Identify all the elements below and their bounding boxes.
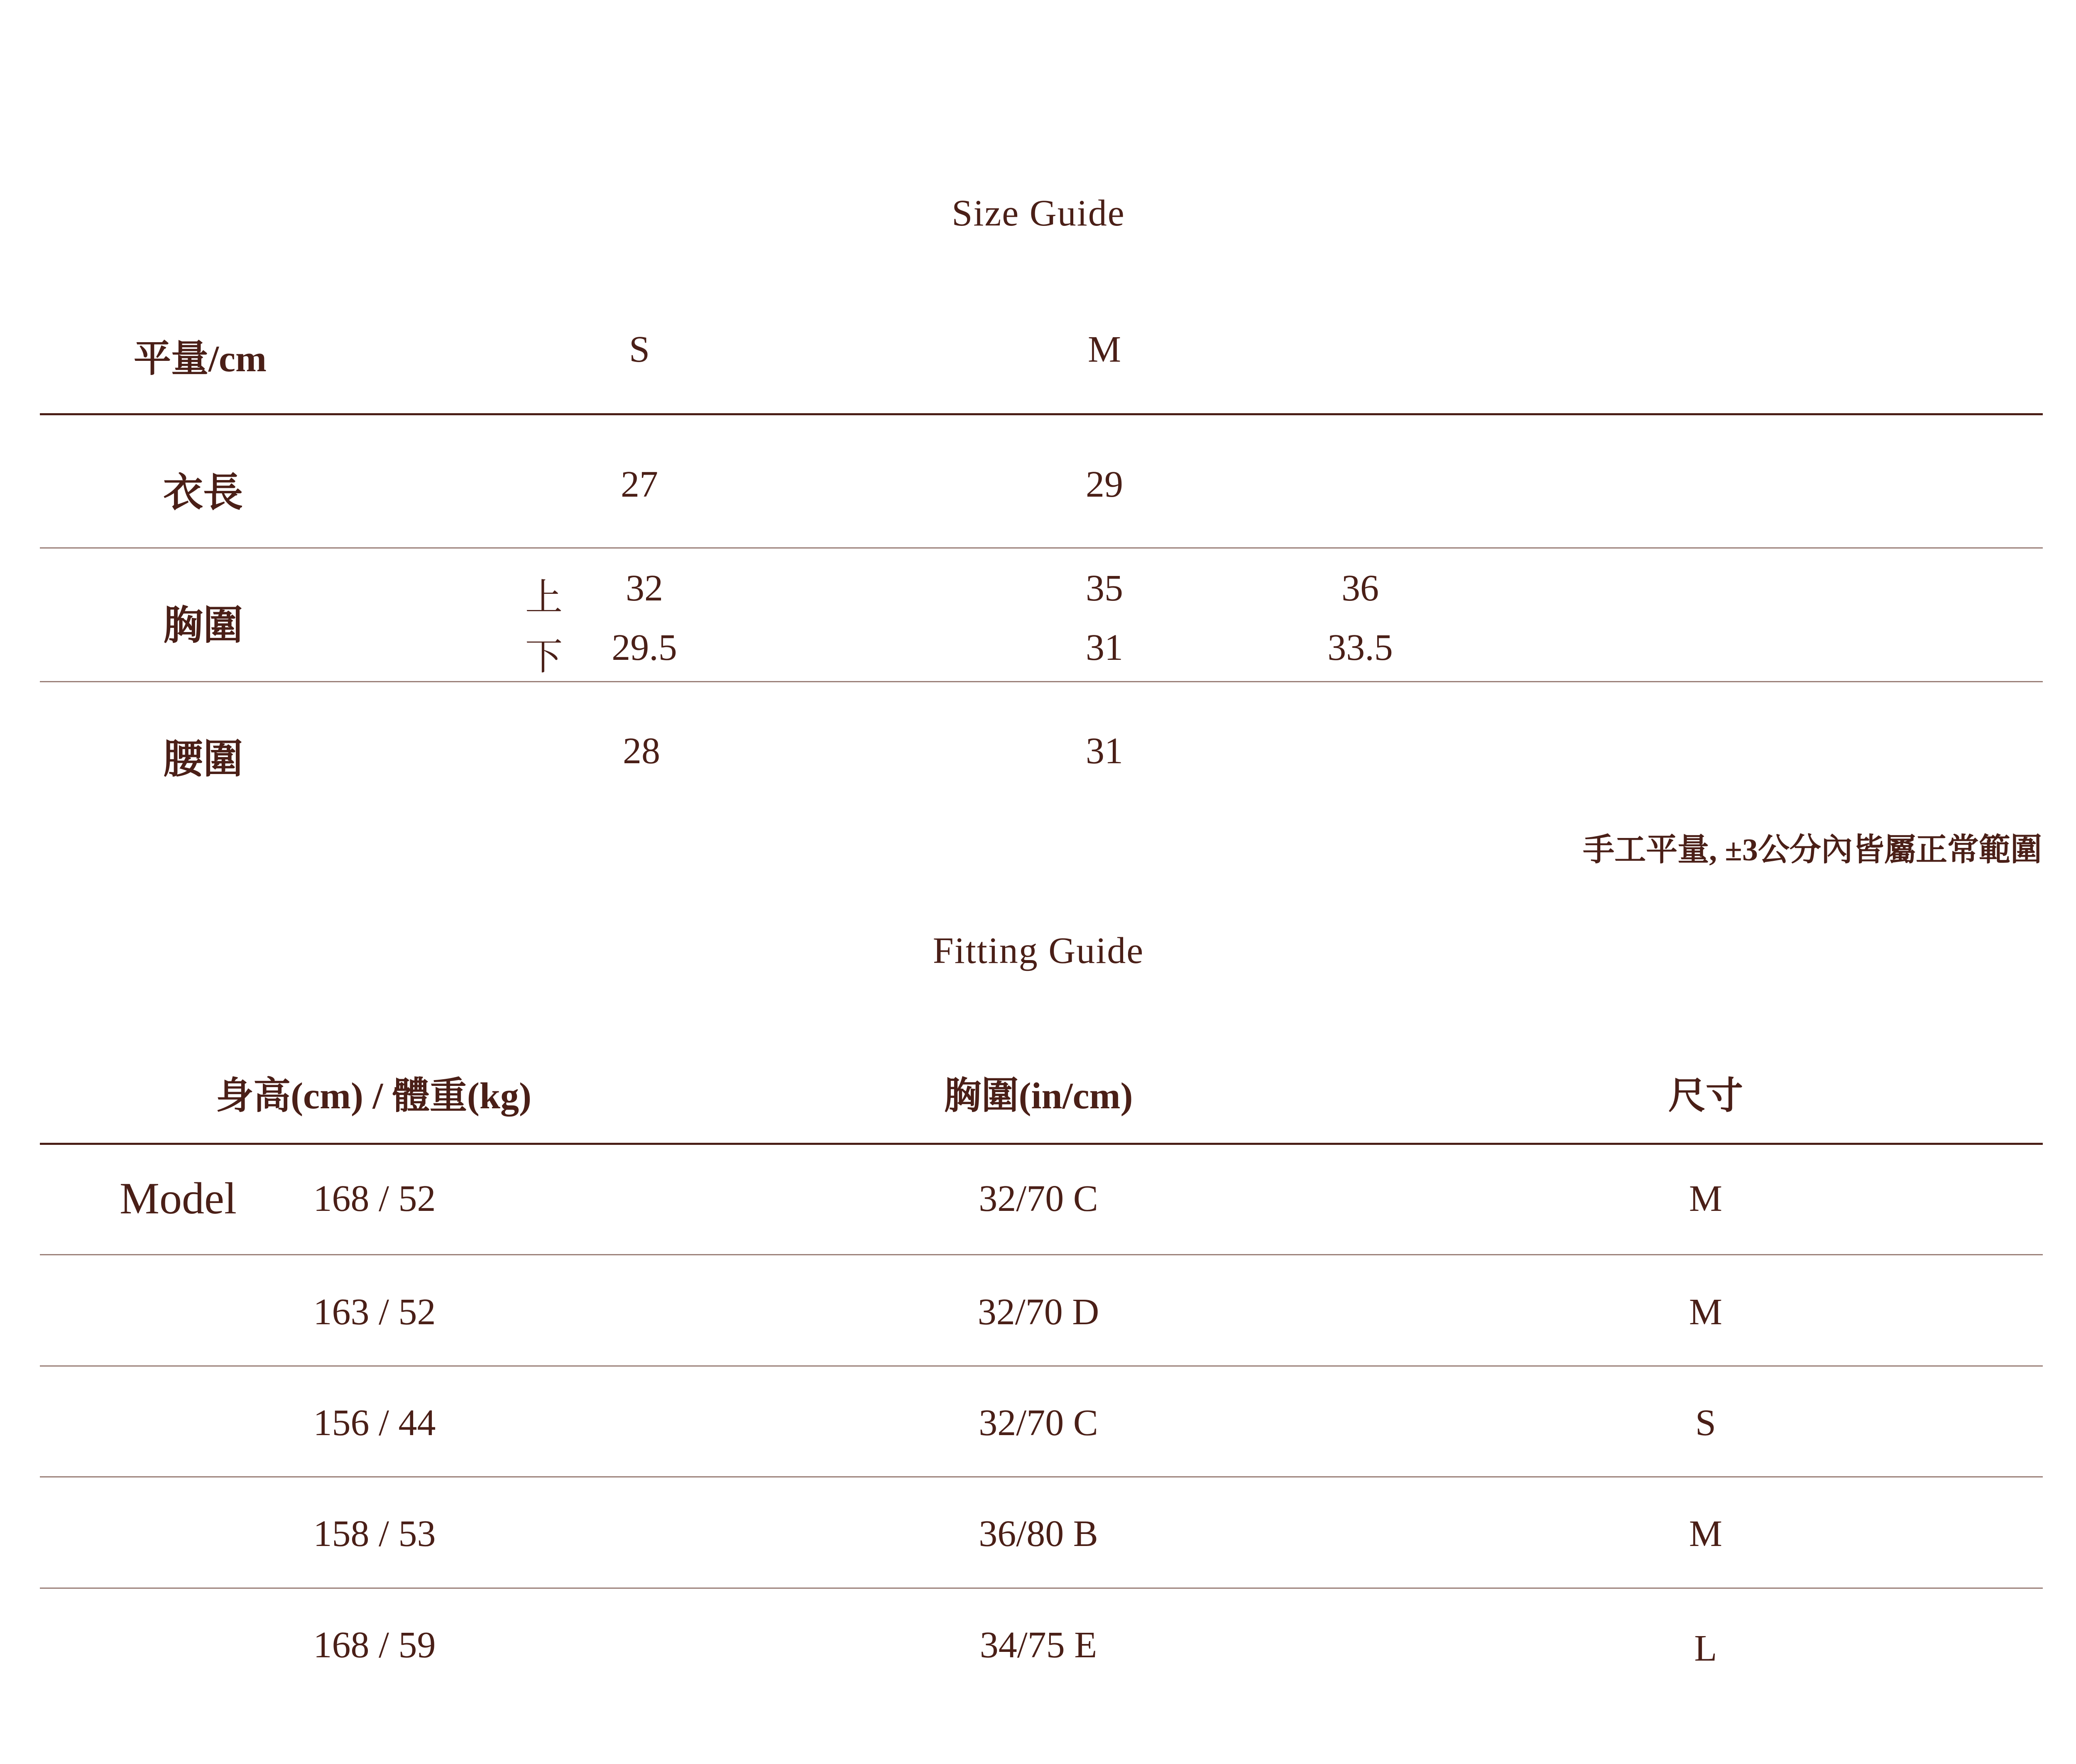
fit-row-hw: 168 / 59 [313,1624,436,1666]
header-height-weight: 身高(cm) / 體重(kg) [216,1076,531,1117]
chest-lower-s-value: 29.5 [612,627,677,668]
header-bust: 胸圍(in/cm) [944,1076,1133,1117]
fit-row-size: M [1689,1178,1723,1219]
fit-row-size: L [1694,1628,1717,1669]
length-s-value: 27 [621,464,658,505]
waist-s-value: 28 [623,730,660,772]
fitting-table-header-divider [40,1143,2043,1145]
measurement-note: 手工平量, ±3公分內皆屬正常範圍 [1583,833,2042,867]
waist-m-value: 31 [1086,730,1123,772]
chest-upper-extra-value: 36 [1342,568,1379,609]
fit-row-divider [40,1254,2043,1255]
fit-row-divider [40,1588,2043,1589]
size-table-header-divider [40,413,2043,415]
chest-upper-m-value: 35 [1086,568,1123,609]
chest-lower-label: 下 [525,637,563,678]
size-table-unit-label: 平量/cm [134,338,267,380]
fit-row-bust: 32/70 D [977,1291,1099,1333]
header-size: 尺寸 [1668,1076,1743,1117]
size-row-divider [40,681,2043,682]
chest-upper-s-value: 32 [626,568,663,609]
fit-row-divider [40,1476,2043,1477]
fit-row-bust: 32/70 C [979,1402,1098,1443]
fit-row-bust: 36/80 B [979,1513,1098,1554]
fit-row-hw: 158 / 53 [313,1513,436,1554]
size-header-m: M [1087,329,1121,370]
chest-upper-label: 上 [525,577,563,618]
fit-row-divider [40,1365,2043,1367]
row-label-length: 衣長 [163,470,243,515]
fit-row-bust: 34/75 E [979,1624,1097,1666]
fit-row-hw: 163 / 52 [313,1291,436,1333]
fit-row-bust: 32/70 C [979,1178,1098,1219]
fit-row-size: S [1695,1402,1716,1443]
row-label-waist: 腰圍 [163,737,243,782]
length-m-value: 29 [1086,464,1123,505]
size-guide-title: Size Guide [952,193,1125,234]
fitting-guide-title: Fitting Guide [933,930,1144,971]
model-label: Model [120,1174,237,1223]
row-label-chest: 胸圍 [163,603,243,648]
size-row-divider [40,547,2043,549]
fit-row-hw: 168 / 52 [313,1178,436,1219]
chest-lower-extra-value: 33.5 [1327,627,1393,668]
fit-row-size: M [1689,1291,1723,1333]
chest-lower-m-value: 31 [1086,627,1123,668]
fit-row-size: M [1689,1513,1723,1554]
size-header-s: S [629,329,650,370]
fit-row-hw: 156 / 44 [313,1402,436,1443]
